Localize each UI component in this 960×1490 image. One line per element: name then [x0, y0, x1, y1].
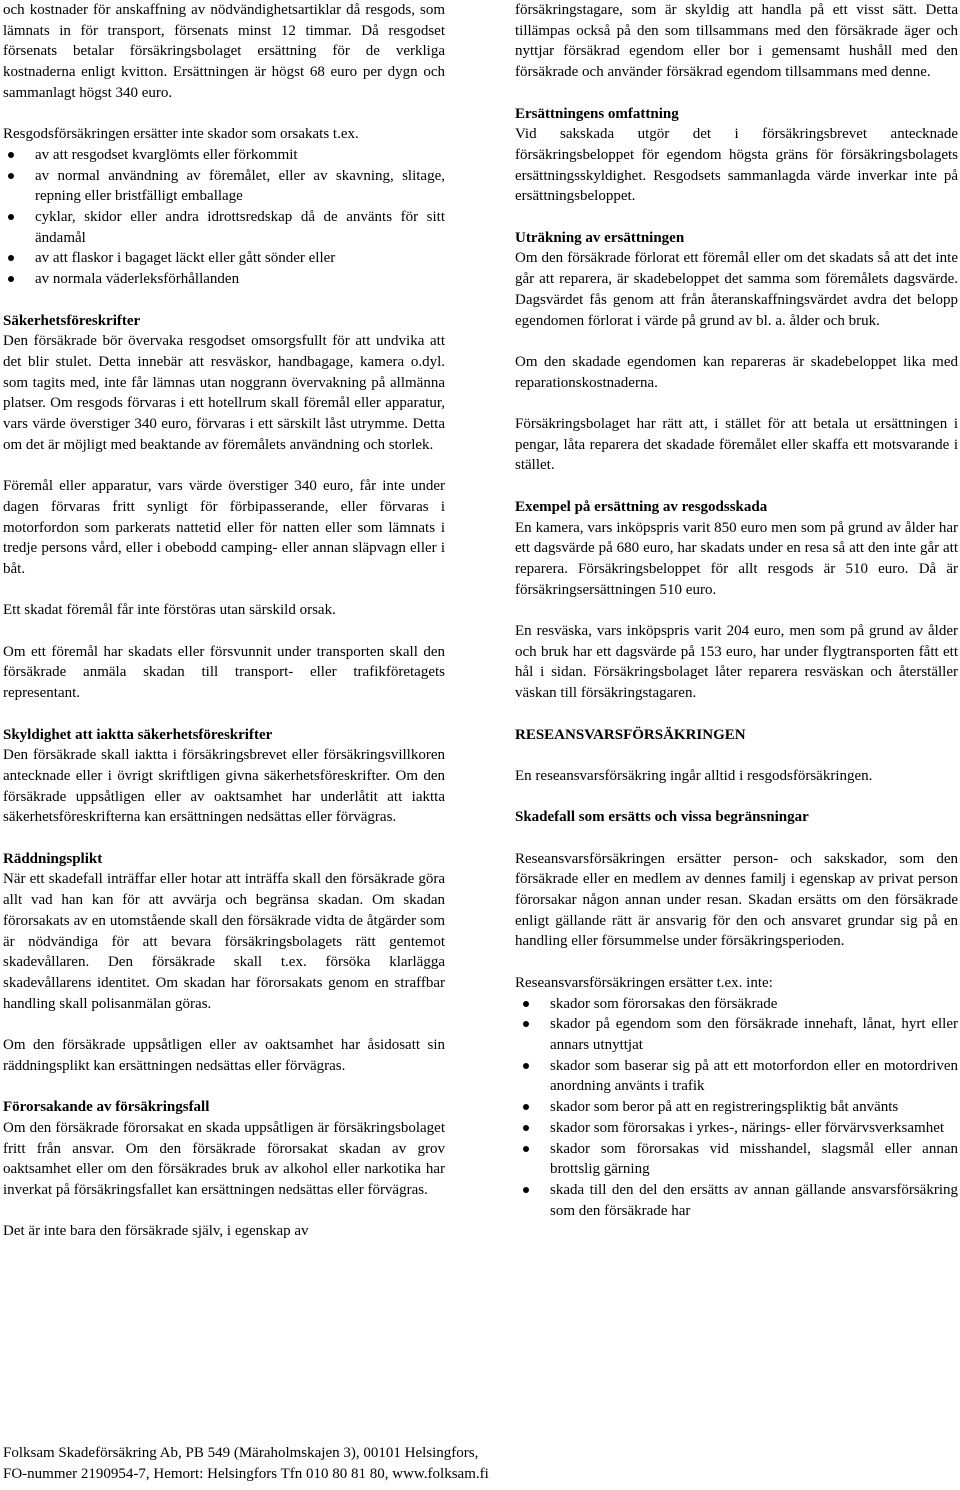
list-item: av att flaskor i bagaget läckt eller gått sönder eller [3, 248, 445, 269]
section-heading: Förorsakande av försäkringsfall [3, 1099, 210, 1116]
page-footer [3, 1443, 953, 1485]
list-item: cyklar, skidor eller andra idrottsredskap då de använts för sitt ändamål [3, 207, 445, 248]
exclusions-list [3, 145, 445, 290]
paragraph: En reseansvarsförsäkring ingår alltid i resgodsförsäkringen. [515, 767, 873, 784]
paragraph: När ett skadefall inträffar eller hotar att inträffa skall den försäkrade göra allt vad han kan för att avvärja och begränsa skadan. Om skadan förorsakats av en utomstående skall den försäkrade vidta de åtgärder som är nödvändiga för att bevara försäkringsbolagets rätt gentemot skadevållaren. Den försäkrade skall t.ex. försöka klarlägga skadevållarens identitet. Om skadan har förorsakats genom en straffbar handling skall polisanmälan göras. [3, 871, 445, 1012]
section-heading: Skyldighet att iaktta säkerhetsföreskrifter [3, 726, 273, 743]
list-item: skador som förorsakas i yrkes-, närings- eller förvärvsverksamhet [515, 1118, 958, 1139]
limits-list-intro: Reseansvarsförsäkringen ersätter t.ex. inte: [515, 974, 773, 991]
list-item: skador som beror på att en registreringspliktig båt använts [515, 1097, 958, 1118]
section-heading: Räddningsplikt [3, 850, 103, 867]
paragraph: Det är inte bara den försäkrade själv, i egenskap av [3, 1223, 309, 1240]
footer-line: FO-nummer 2190954-7, Hemort: Helsingfors Tfn 010 80 81 80, www.folksam.fi [3, 1466, 489, 1482]
section-title: RESEANSVARSFÖRSÄKRINGEN [515, 726, 746, 743]
section-heading: Säkerhetsföreskrifter [3, 312, 141, 329]
right-column [515, 0, 958, 1242]
list-item: av normal användning av föremålet, eller av skavning, slitage, repning eller bristfälligt emballage [3, 166, 445, 207]
paragraph: En resväska, vars inköpspris varit 204 euro, men som på grund av ålder och bruk har ett dagsvärde på 153 euro, har under flygtransporten fått ett hål i sidan. Försäkringsbolaget låter reparera resväskan och återställer väskan till försäkringstagaren. [515, 623, 958, 702]
exclusions-intro: Resgodsförsäkringen ersätter inte skador som orsakats t.ex. [3, 126, 359, 143]
limits-list [515, 994, 958, 1222]
footer-line: Folksam Skadeförsäkring Ab, PB 549 (Märaholmskajen 3), 00101 Helsingfors, [3, 1445, 479, 1461]
paragraph: försäkringstagare, som är skyldig att handla på ett visst sätt. Detta tillämpas också på den som tillsammans med den försäkrade äger och nyttjar försäkrad egendom eller bor i gemensamt hushåll med den försäkrade och använder försäkrad egendom tillsammans med denne. [515, 2, 958, 81]
list-item: skador som baserar sig på att ett motorfordon eller en motordriven anordning använts i trafik [515, 1056, 958, 1097]
section-heading: Exempel på ersättning av resgodsskada [515, 498, 768, 515]
section-heading: Ersättningens omfattning [515, 105, 679, 122]
paragraph: Om den försäkrade förlorat ett föremål eller om det skadats så att det inte går att reparera, är skadebeloppet det samma som föremålets dagsvärde. Dagsvärdet fås genom att från återanskaffningsvärdet avdra det belopp egendomen förlorat i värde på grund av bl. a. ålder och bruk. [515, 250, 958, 329]
intro-paragraph: och kostnader för anskaffning av nödvändighetsartiklar då resgods, som lämnats in för transport, försenats minst 12 timmar. Då resgodset försenats betalar försäkringsbolaget ersättning för de verkliga kostnaderna enligt kvitton. Ersättningen är högst 68 euro per dygn och sammanlagt högst 340 euro. [3, 2, 445, 101]
list-item: skador på egendom som den försäkrade innehaft, lånat, hyrt eller annars utnyttjat [515, 1014, 958, 1055]
paragraph: Försäkringsbolaget har rätt att, i stället för att betala ut ersättningen i pengar, låta reparera det skadade föremålet eller skaffa ett motsvarande i stället. [515, 416, 958, 474]
paragraph: Om den försäkrade förorsakat en skada uppsåtligen är försäkringsbolaget fritt från ansvar. Om den försäkrade förorsakat skadan av grov oaktsamhet eller om den försäkrades bruk av alkohol eller narkotika har inverkat på försäkringsfallet kan ersättningen nedsättas eller förvägras. [3, 1119, 445, 1198]
section-heading: Skadefall som ersätts och vissa begränsningar [515, 809, 809, 826]
list-item: av normala väderleksförhållanden [3, 269, 445, 290]
list-item: av att resgodset kvarglömts eller förkommit [3, 145, 445, 166]
paragraph: Föremål eller apparatur, vars värde överstiger 340 euro, får inte under dagen förvaras fritt synligt för förbipasserande, eller förvaras i motorfordon som parkerats nattetid eller för natten eller som lämnats i tredje persons vård, eller i obebodd camping- eller annan släpvagn eller i båt. [3, 478, 445, 577]
paragraph: Ett skadat föremål får inte förstöras utan särskild orsak. [3, 602, 336, 619]
paragraph: Den försäkrade skall iaktta i försäkringsbrevet eller försäkringsvillkoren antecknade eller i övrigt skriftligen givna säkerhetsföreskrifter. Om den försäkrade uppsåtligen eller av oaktsamhet har underlåtit att iaktta säkerhetsföreskrifterna kan ersättningen nedsättas eller förvägras. [3, 747, 445, 826]
paragraph: Om den försäkrade uppsåtligen eller av oaktsamhet har åsidosatt sin räddningsplikt kan ersättningen nedsättas eller förvägras. [3, 1037, 445, 1074]
list-item: skador som förorsakas vid misshandel, slagsmål eller annan brottslig gärning [515, 1139, 958, 1180]
paragraph: Vid sakskada utgör det i försäkringsbrevet antecknade försäkringsbeloppet för egendom högsta gräns för försäkringsbolagets ersättningsskyldighet. Resgodsets sammanlagda värde inverkar inte på ersättningsbeloppet. [515, 126, 958, 205]
paragraph: Om den skadade egendomen kan repareras är skadebeloppet lika med reparationskostnaderna. [515, 353, 958, 391]
paragraph: En kamera, vars inköpspris varit 850 euro men som på grund av ålder har ett dagsvärde på 680 euro, har skadats under en resa så att den inte går att reparera. Försäkringsbeloppet för allt resgods är 510 euro. Då är försäkringsersättningen 510 euro. [515, 519, 958, 598]
list-item: skador som förorsakas den försäkrade [515, 994, 958, 1015]
section-heading: Uträkning av ersättningen [515, 229, 685, 246]
list-item: skada till den del den ersätts av annan gällande ansvarsförsäkring som den försäkrade har [515, 1180, 958, 1221]
paragraph: Reseansvarsförsäkringen ersätter person- och sakskador, som den försäkrade eller en medlem av dennes familj i egenskap av privat person förorsakar någon annan under resan. Skadan ersätts om den försäkrade enligt gällande rätt är ansvarig för den och ansvaret grundar sig på en handling eller försummelse under försäkringsperioden. [515, 850, 958, 950]
paragraph: Om ett föremål har skadats eller försvunnit under transporten skall den försäkrade anmäla skadan till transport- eller trafikföretagets representant. [3, 643, 445, 702]
left-column [3, 0, 445, 1263]
paragraph: Den försäkrade bör övervaka resgodset omsorgsfullt för att undvika att det blir stulet. Detta innebär att resväskor, handbagage, kamera o.dyl. som tagits med, inte får lämnas utan noggrann övervakning på allmänna platser. Om resgods förvaras i ett hotellrum skall föremål eller apparatur, vars värde överstiger 340 euro, förvaras i ett särskilt låst utrymme. Detta om det är möjligt med beaktande av föremålets användning och storlek. [3, 333, 445, 453]
